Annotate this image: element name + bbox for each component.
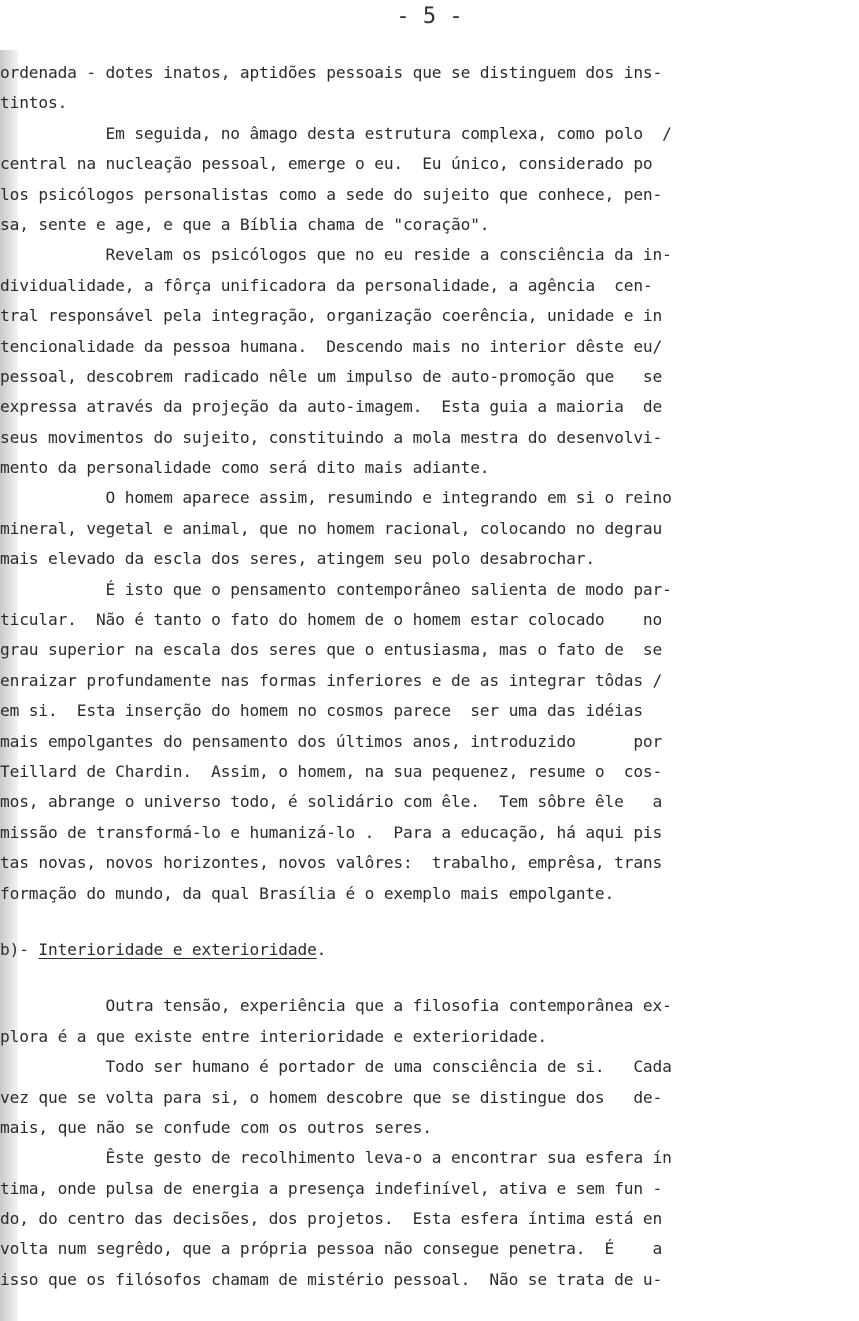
text-line: É isto que o pensamento contemporâneo salienta de modo par-	[0, 579, 672, 599]
text-line: mineral, vegetal e animal, que no homem racional, colocando no degrau	[0, 518, 663, 538]
text-line: dividualidade, a fôrça unificadora da personalidade, a agência cen-	[0, 275, 653, 295]
section-a-paragraphs	[0, 58, 859, 909]
text-line: ordenada - dotes inatos, aptidões pessoais que se distinguem dos ins-	[0, 63, 663, 82]
section-b-heading	[0, 935, 859, 965]
text-line: mais, que não se confude com os outros seres.	[0, 1117, 432, 1137]
text-line: isso que os filósofos chamam de mistério pessoal. Não se trata de u-	[0, 1269, 663, 1289]
text-line: Êste gesto de recolhimento leva-o a encontrar sua esfera ín	[0, 1148, 672, 1168]
text-line: mais empolgantes do pensamento dos últimos anos, introduzido por	[0, 731, 663, 751]
text-line: enraizar profundamente nas formas inferiores e de as integrar tôdas /	[0, 670, 663, 690]
text-line: expressa através da projeção da auto-imagem. Esta guia a maioria de	[0, 397, 663, 417]
text-line: grau superior na escala dos seres que o entusiasma, mas o fato de se	[0, 640, 663, 660]
text-line: tral responsável pela integração, organização coerência, unidade e in	[0, 306, 663, 326]
text-line: Outra tensão, experiência que a filosofia contemporânea ex-	[0, 996, 672, 1016]
text-line: los psicólogos personalistas como a sede do sujeito que conhece, pen-	[0, 184, 663, 204]
text-line: mento da personalidade como será dito mais adiante.	[0, 458, 490, 478]
text-line: do, do centro das decisões, dos projetos. Esta esfera íntima está en	[0, 1209, 663, 1229]
text-line: seus movimentos do sujeito, constituindo a mola mestra do desenvolvi-	[0, 427, 663, 447]
text-line: volta num segrêdo, que a própria pessoa não consegue penetra. É a	[0, 1239, 663, 1259]
text-line: missão de transformá-lo e humanizá-lo . Para a educação, há aqui pis	[0, 822, 663, 842]
text-line: mos, abrange o universo todo, é solidário com êle. Tem sôbre êle a	[0, 792, 663, 812]
heading-prefix: b)-	[0, 939, 39, 959]
text-line: tima, onde pulsa de energia a presença indefinível, ativa e sem fun -	[0, 1178, 663, 1198]
text-line: sa, sente e age, e que a Bíblia chama de "coração".	[0, 214, 490, 234]
section-b-paragraphs	[0, 991, 859, 1295]
page-number: - 5 -	[396, 4, 463, 29]
text-line: Todo ser humano é portador de uma consciência de si. Cada	[0, 1057, 672, 1077]
text-line: mais elevado da escla dos seres, atingem seu polo desabrochar.	[0, 549, 595, 569]
text-line: Em seguida, no âmago desta estrutura complexa, como polo /	[0, 123, 672, 143]
text-line: Revelam os psicólogos que no eu reside a consciência da in-	[0, 245, 672, 265]
heading-title: Interioridade e exterioridade	[38, 939, 317, 959]
text-line: tencionalidade da pessoa humana. Descendo mais no interior dêste eu/	[0, 336, 663, 356]
text-line: formação do mundo, da qual Brasília é o exemplo mais empolgante.	[0, 883, 615, 903]
text-line: tintos.	[0, 93, 68, 113]
typed-text-body	[0, 58, 859, 1295]
text-line: ticular. Não é tanto o fato do homem de o homem estar colocado no	[0, 610, 663, 630]
text-line: em si. Esta inserção do homem no cosmos parece ser uma das idéias	[0, 701, 643, 721]
heading-suffix: .	[316, 939, 327, 959]
text-line: central na nucleação pessoal, emerge o eu. Eu único, considerado po	[0, 154, 653, 174]
text-line: O homem aparece assim, resumindo e integrando em si o reino	[0, 488, 672, 508]
text-line: Teillard de Chardin. Assim, o homem, na sua pequenez, resume o cos-	[0, 761, 663, 781]
text-line: vez que se volta para si, o homem descobre que se distingue dos de-	[0, 1087, 663, 1107]
text-line: plora é a que existe entre interioridade e exterioridade.	[0, 1026, 547, 1046]
text-line: pessoal, descobrem radicado nêle um impulso de auto-promoção que se	[0, 366, 663, 386]
text-line: tas novas, novos horizontes, novos valôres: trabalho, emprêsa, trans	[0, 853, 663, 873]
